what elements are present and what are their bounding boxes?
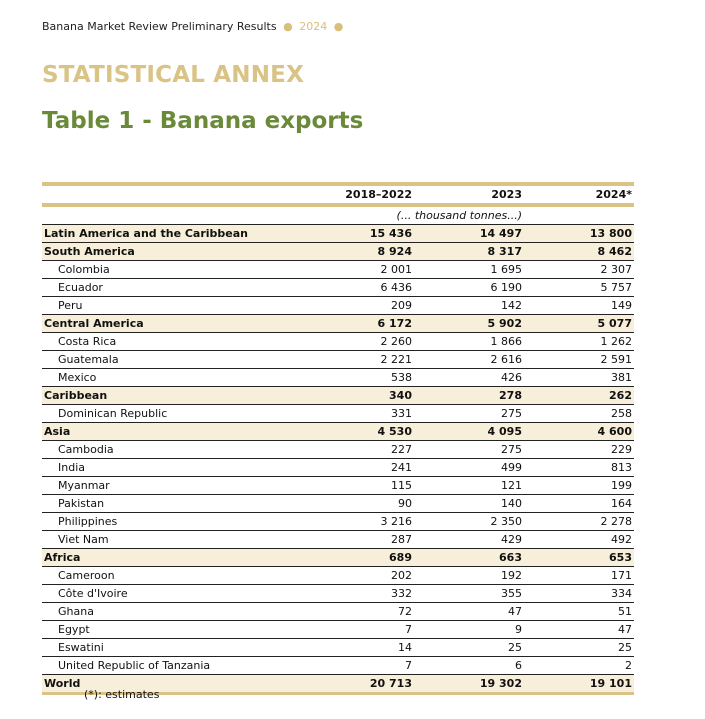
table-row xyxy=(42,513,634,531)
table-row xyxy=(42,405,634,423)
table-row xyxy=(42,441,634,459)
cell-value: 171 xyxy=(524,567,634,585)
row-label: South America xyxy=(42,243,304,261)
cell-value: 355 xyxy=(414,585,524,603)
cell-value: 227 xyxy=(304,441,414,459)
cell-value: 20 713 xyxy=(304,675,414,694)
cell-value: 689 xyxy=(304,549,414,567)
bullet-icon: ● xyxy=(333,20,344,33)
cell-value: 47 xyxy=(524,621,634,639)
cell-value: 275 xyxy=(414,405,524,423)
cell-value: 2 616 xyxy=(414,351,524,369)
cell-value: 2 350 xyxy=(414,513,524,531)
cell-value: 1 866 xyxy=(414,333,524,351)
cell-value: 47 xyxy=(414,603,524,621)
cell-value: 7 xyxy=(304,657,414,675)
cell-value: 199 xyxy=(524,477,634,495)
cell-value: 1 695 xyxy=(414,261,524,279)
units-label: (... thousand tonnes...) xyxy=(42,205,524,225)
row-label: Eswatini xyxy=(42,639,304,657)
cell-value: 2 278 xyxy=(524,513,634,531)
row-label: Ecuador xyxy=(42,279,304,297)
table-row xyxy=(42,351,634,369)
row-label: Peru xyxy=(42,297,304,315)
row-label: Colombia xyxy=(42,261,304,279)
cell-value: 115 xyxy=(304,477,414,495)
cell-value: 429 xyxy=(414,531,524,549)
annex-title: STATISTICAL ANNEX xyxy=(42,62,305,88)
table-row xyxy=(42,495,634,513)
cell-value: 492 xyxy=(524,531,634,549)
cell-value: 813 xyxy=(524,459,634,477)
table-row xyxy=(42,657,634,675)
cell-value: 2 260 xyxy=(304,333,414,351)
column-header-2024: 2024* xyxy=(524,186,634,205)
cell-value: 426 xyxy=(414,369,524,387)
cell-value: 25 xyxy=(524,639,634,657)
cell-value: 340 xyxy=(304,387,414,405)
row-label: Dominican Republic xyxy=(42,405,304,423)
cell-value: 121 xyxy=(414,477,524,495)
header-year: 2024 xyxy=(299,20,328,33)
cell-value: 14 xyxy=(304,639,414,657)
units-row xyxy=(42,205,634,225)
cell-value: 499 xyxy=(414,459,524,477)
row-label: Ghana xyxy=(42,603,304,621)
cell-value: 7 xyxy=(304,621,414,639)
units-filler xyxy=(524,205,634,225)
table-row xyxy=(42,225,634,243)
header-text: Banana Market Review Preliminary Results xyxy=(42,20,277,33)
cell-value: 4 095 xyxy=(414,423,524,441)
table-row xyxy=(42,261,634,279)
row-label: World xyxy=(42,675,304,694)
cell-value: 332 xyxy=(304,585,414,603)
cell-value: 72 xyxy=(304,603,414,621)
cell-value: 8 924 xyxy=(304,243,414,261)
page-header xyxy=(42,20,346,33)
row-label: Latin America and the Caribbean xyxy=(42,225,304,243)
cell-value: 202 xyxy=(304,567,414,585)
table-row xyxy=(42,459,634,477)
row-label: Asia xyxy=(42,423,304,441)
cell-value: 241 xyxy=(304,459,414,477)
footnote: (*): estimates xyxy=(84,688,160,701)
cell-value: 14 497 xyxy=(414,225,524,243)
cell-value: 90 xyxy=(304,495,414,513)
cell-value: 25 xyxy=(414,639,524,657)
cell-value: 2 001 xyxy=(304,261,414,279)
column-header-2018-2022: 2018–2022 xyxy=(304,186,414,205)
column-header-2023: 2023 xyxy=(414,186,524,205)
table-row xyxy=(42,621,634,639)
cell-value: 4 530 xyxy=(304,423,414,441)
cell-value: 334 xyxy=(524,585,634,603)
column-header-label xyxy=(42,186,304,205)
row-label: India xyxy=(42,459,304,477)
cell-value: 278 xyxy=(414,387,524,405)
cell-value: 164 xyxy=(524,495,634,513)
cell-value: 331 xyxy=(304,405,414,423)
cell-value: 13 800 xyxy=(524,225,634,243)
cell-value: 2 307 xyxy=(524,261,634,279)
table-row xyxy=(42,567,634,585)
table-row xyxy=(42,387,634,405)
table-row xyxy=(42,639,634,657)
table-row xyxy=(42,297,634,315)
table-row xyxy=(42,549,634,567)
row-label: Mexico xyxy=(42,369,304,387)
row-label: Africa xyxy=(42,549,304,567)
row-label: Pakistan xyxy=(42,495,304,513)
cell-value: 2 xyxy=(524,657,634,675)
cell-value: 192 xyxy=(414,567,524,585)
cell-value: 19 101 xyxy=(524,675,634,694)
row-label: Côte d'Ivoire xyxy=(42,585,304,603)
table-row xyxy=(42,369,634,387)
table-row xyxy=(42,603,634,621)
cell-value: 1 262 xyxy=(524,333,634,351)
row-label: Central America xyxy=(42,315,304,333)
cell-value: 6 436 xyxy=(304,279,414,297)
row-label: Cambodia xyxy=(42,441,304,459)
cell-value: 6 xyxy=(414,657,524,675)
cell-value: 51 xyxy=(524,603,634,621)
cell-value: 9 xyxy=(414,621,524,639)
table-row xyxy=(42,477,634,495)
cell-value: 229 xyxy=(524,441,634,459)
cell-value: 140 xyxy=(414,495,524,513)
row-label: Myanmar xyxy=(42,477,304,495)
table-row xyxy=(42,531,634,549)
row-label: Caribbean xyxy=(42,387,304,405)
table-row xyxy=(42,585,634,603)
bullet-icon: ● xyxy=(283,20,293,33)
cell-value: 287 xyxy=(304,531,414,549)
cell-value: 5 077 xyxy=(524,315,634,333)
cell-value: 258 xyxy=(524,405,634,423)
cell-value: 275 xyxy=(414,441,524,459)
exports-table xyxy=(42,186,634,695)
cell-value: 19 302 xyxy=(414,675,524,694)
table-row xyxy=(42,333,634,351)
row-label: Viet Nam xyxy=(42,531,304,549)
row-label: Philippines xyxy=(42,513,304,531)
table-row xyxy=(42,243,634,261)
column-header-row xyxy=(42,186,634,205)
cell-value: 209 xyxy=(304,297,414,315)
cell-value: 2 591 xyxy=(524,351,634,369)
table-row xyxy=(42,423,634,441)
cell-value: 8 317 xyxy=(414,243,524,261)
row-label: Costa Rica xyxy=(42,333,304,351)
cell-value: 381 xyxy=(524,369,634,387)
cell-value: 2 221 xyxy=(304,351,414,369)
row-label: Egypt xyxy=(42,621,304,639)
cell-value: 5 757 xyxy=(524,279,634,297)
cell-value: 15 436 xyxy=(304,225,414,243)
cell-value: 6 190 xyxy=(414,279,524,297)
cell-value: 653 xyxy=(524,549,634,567)
cell-value: 538 xyxy=(304,369,414,387)
cell-value: 4 600 xyxy=(524,423,634,441)
cell-value: 149 xyxy=(524,297,634,315)
row-label: Guatemala xyxy=(42,351,304,369)
cell-value: 262 xyxy=(524,387,634,405)
table-title: Table 1 - Banana exports xyxy=(42,108,364,134)
cell-value: 8 462 xyxy=(524,243,634,261)
row-label: Cameroon xyxy=(42,567,304,585)
row-label: United Republic of Tanzania xyxy=(42,657,304,675)
table-row xyxy=(42,315,634,333)
cell-value: 3 216 xyxy=(304,513,414,531)
cell-value: 6 172 xyxy=(304,315,414,333)
cell-value: 663 xyxy=(414,549,524,567)
cell-value: 5 902 xyxy=(414,315,524,333)
table-row xyxy=(42,279,634,297)
cell-value: 142 xyxy=(414,297,524,315)
